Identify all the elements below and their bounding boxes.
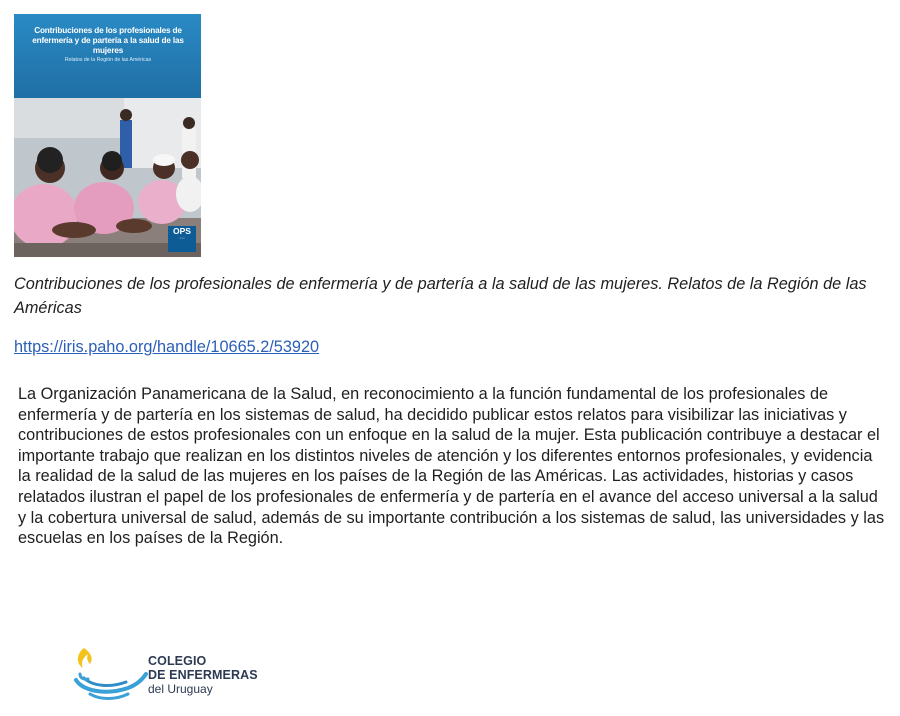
cover-header — [14, 14, 201, 98]
description-paragraph: La Organización Panamericana de la Salud, en reconocimiento a la función fundamental de los profesionales de enfermería y de partería en los sistemas de salud, ha decidido publicar estos relatos para visibilizar las iniciativas y contribuciones de estos profesionales con un enfoque en la salud de la mujer. Esta publicación contribuye a destacar el importante trabajo que realizan en los distintos niveles de atención y los diferentes entornos profesionales, y evidencia la realidad de la salud de las mujeres en los países de la Región de las Américas. Las actividades, historias y casos relatados ilustran el papel de los profesionales de enfermería y de partería en el avance del acceso universal a la salud y la cobertura universal de salud, además de su importante contribución a los sistemas de salud, las universidades y las escuelas en los países de la Región. — [18, 385, 885, 548]
logo-line-2: DE ENFERMERAS — [148, 668, 258, 682]
document-link[interactable]: https://iris.paho.org/handle/10665.2/53920 — [14, 338, 320, 356]
colegio-logo — [70, 644, 270, 704]
logo-line-3: del Uruguay — [148, 682, 213, 696]
cover-subtitle: Relatos de la Región de las Américas — [64, 57, 152, 63]
ops-badge-logos: ▪ ▪ ▪ — [179, 236, 185, 240]
logo-text — [148, 654, 288, 696]
ops-badge-label: OPS — [173, 226, 191, 236]
cover-title: Contribuciones de los profesionales de enfermería y de partería a la salud de las mujeres — [32, 26, 184, 55]
logo-line-1: COLEGIO — [148, 654, 207, 668]
document-title: Contribuciones de los profesionales de enfermería y de partería a la salud de las mujeres. Relatos de la Región de las Américas — [14, 275, 867, 317]
ops-badge — [168, 226, 196, 252]
book-cover — [14, 14, 201, 257]
oil-lamp-icon — [70, 644, 150, 704]
